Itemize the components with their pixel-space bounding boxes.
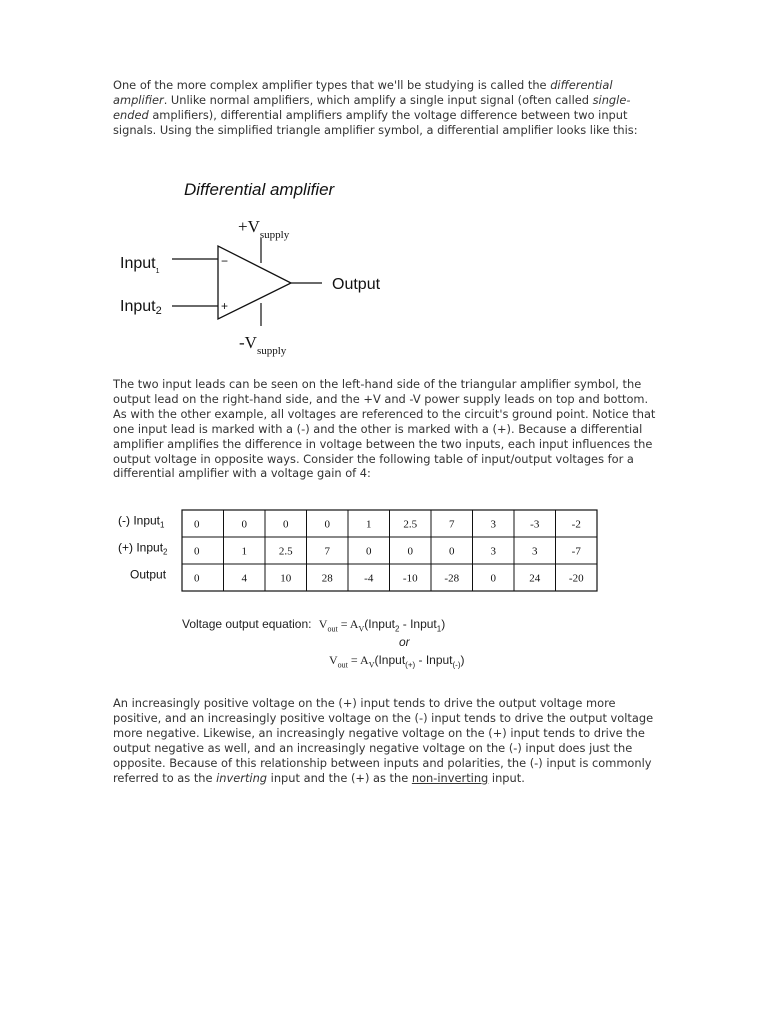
v-out-symbol-2: $V_{out}$ [329, 653, 348, 670]
table-cell: 0 [283, 518, 289, 531]
eq2-mid: - Input [415, 653, 453, 667]
table-cell: 3 [532, 545, 538, 558]
table-cell: 0 [366, 545, 372, 558]
vplus-label: $+V_{supply}$ [238, 217, 290, 241]
gain-sub-1: V [358, 624, 365, 634]
eq2-sub-minus: (-) [452, 660, 461, 670]
input2-label: Input2 [120, 298, 162, 317]
table-row-label: (-) Input$_1$ [118, 513, 165, 530]
table-cell: 24 [529, 572, 541, 585]
behavior-text-3: input. [488, 770, 525, 785]
intro-text-3: amplifiers), differential amplifiers amplify the voltage difference between two input signals. Using the simplified triangle amplifier symbol, a differential amplifier looks like this: [113, 107, 638, 137]
table-cell: 0 [241, 518, 247, 531]
intro-paragraph [113, 78, 658, 138]
table-cell: 10 [280, 572, 292, 585]
minus-sign: − [221, 254, 229, 268]
table-cell: -28 [444, 572, 460, 585]
term-inverting: inverting [216, 770, 268, 785]
table-cell: 1 [366, 518, 372, 531]
table-cell: -3 [530, 518, 540, 531]
equation-or: or [399, 635, 410, 649]
voltage-output-equation [180, 612, 510, 674]
equals-gain-1: = A [337, 617, 359, 631]
equation-line-1 [182, 617, 445, 633]
table-cell: 0 [194, 545, 200, 558]
table-cell: -10 [402, 572, 418, 585]
behavior-text-2: input and the (+) as the [267, 770, 412, 785]
gain-sub-2: V [368, 660, 375, 670]
eq2-open: (Input [374, 653, 406, 667]
eq1-sub-2: 2 [394, 624, 400, 634]
behavior-paragraph [113, 696, 658, 785]
eq2-close: ) [460, 653, 465, 667]
plus-sign: + [221, 299, 229, 313]
eq1-open: (Input [364, 617, 395, 631]
output-label: Output [332, 276, 381, 293]
eq1-close: ) [441, 617, 446, 631]
term-non-inverting: non-inverting [411, 770, 489, 785]
table-cell: 0 [407, 545, 413, 558]
intro-text-1: One of the more complex amplifier types that we'll be studying is called the [113, 78, 551, 92]
diagram-title: Differential amplifier [184, 180, 335, 199]
intro-text-2: . Unlike normal amplifiers, which amplify a single input signal (often called [163, 92, 593, 107]
table-cell: 0 [449, 545, 455, 558]
table-row-label: Output [130, 567, 167, 582]
term-single-ended: single-ended [113, 92, 631, 122]
eq1-mid: - Input [399, 617, 437, 631]
eq2-sub-plus: (+) [405, 660, 416, 670]
table-cell: 0 [490, 572, 496, 585]
table-cell: 1 [241, 545, 247, 558]
vminus-label: $-V_{supply}$ [239, 333, 287, 357]
v-out-symbol-1: $V_{out}$ [318, 617, 338, 634]
table-cell: 7 [449, 518, 455, 531]
equation-prefix: Voltage output equation: [182, 617, 312, 631]
eq1-sub-1: 1 [436, 624, 442, 634]
behavior-text-1: An increasingly positive voltage on the (+) input tends to drive the output voltage more positive, and an increasingly positive voltage on the (-) input tends to drive the output voltage more negative. Likewise, an increasingly negative voltage on the (+) input tends to drive the output negative as well, and an increasingly negative voltage on the (-) input does just the opposite. Because of this relationship between inputs and polarities, the (-) input is commonly referred to as the [113, 696, 654, 785]
input1-label: Input$_1$ [120, 255, 160, 275]
table-cell: 2.5 [278, 545, 293, 558]
equation-line-2 [329, 653, 465, 669]
differential-amplifier-diagram [110, 170, 410, 360]
term-differential-amplifier: differential amplifier [113, 78, 613, 107]
table-cell: -20 [568, 572, 584, 585]
table-cell: 3 [490, 545, 496, 558]
table-cell: 0 [324, 518, 330, 531]
table-cell: 4 [241, 572, 247, 585]
explanation-paragraph: The two input leads can be seen on the left-hand side of the triangular amplifier symbol, the output lead on the right-hand side, and the +V and -V power supply leads on top and bottom. As with the other example, all voltages are referenced to the circuit's ground point. Notice that one input lead is marked with a (-) and the other is marked with a (+). Because a differential amplifier amplifies the difference in voltage between the two inputs, each input influences the output voltage in opposite ways. Consider the following table of input/output voltages for a differential amplifier with a voltage gain of 4: [113, 377, 656, 481]
table-cell: -7 [571, 545, 581, 558]
table-cell: 2.5 [403, 518, 418, 531]
table-cell: 28 [321, 572, 333, 585]
amplifier-triangle [218, 246, 291, 319]
table-row-label: (+) Input$_2$ [118, 540, 168, 557]
table-cell: -2 [571, 518, 581, 531]
table-cell: 3 [490, 518, 496, 531]
equals-gain-2: = A [347, 653, 369, 667]
table-cell: -4 [364, 572, 374, 585]
voltage-table [114, 508, 604, 596]
table-cell: 7 [324, 545, 330, 558]
table-cell: 0 [194, 518, 200, 531]
table-cell: 0 [194, 572, 200, 585]
